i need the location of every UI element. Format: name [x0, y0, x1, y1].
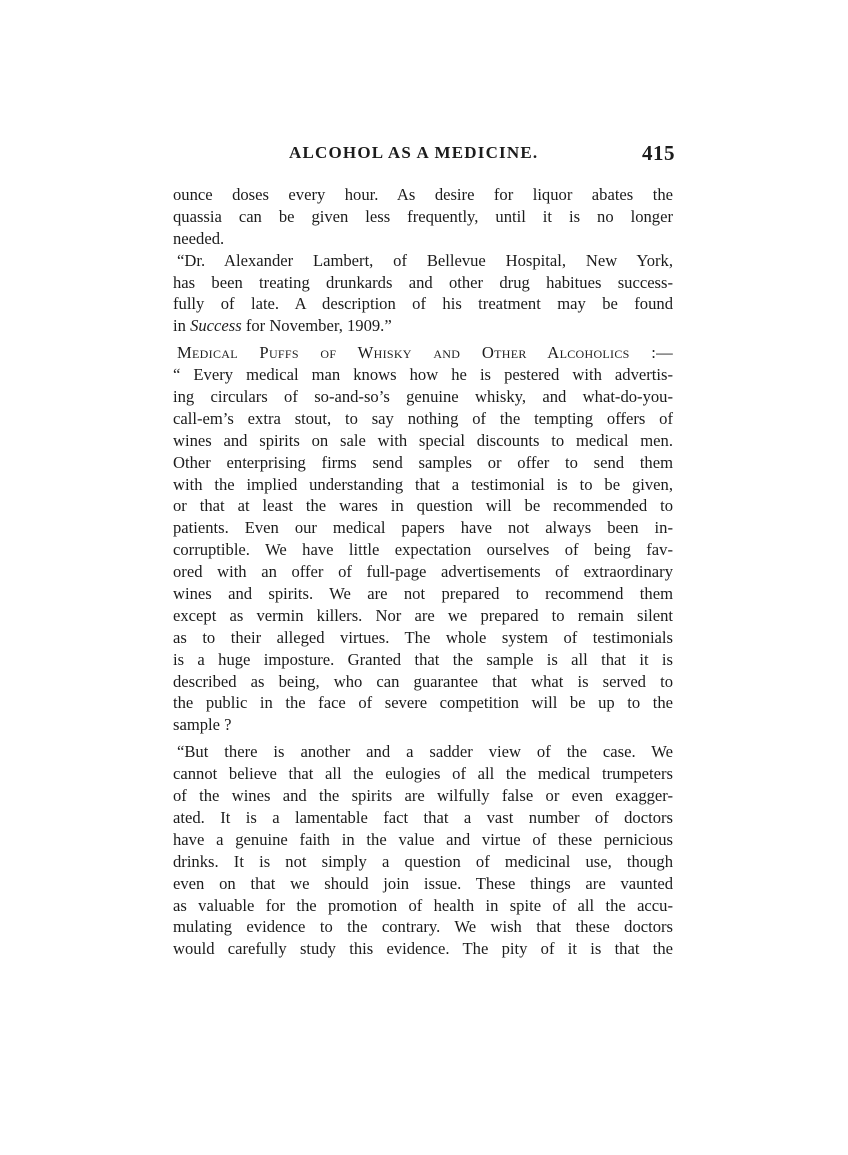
paragraph [173, 342, 673, 736]
text-line: of the wines and the spirits are wilfully false or even exagger- [173, 786, 673, 806]
text-line: even on that we should join issue. These things are vaunted [173, 873, 673, 893]
section-heading: Medical Puffs of Whisky and Other Alcoholics :— [177, 343, 673, 363]
text-line: as to their alleged virtues. The whole system of testimonials [173, 627, 673, 647]
running-head [173, 143, 675, 167]
text-line: corruptible. We have little expectation ourselves of being fav- [173, 540, 673, 560]
text-line: quassia can be given less frequently, until it is no longer [173, 206, 673, 226]
text-line: wines and spirits. We are not prepared to recommend them [173, 584, 673, 604]
text-line: “Dr. Alexander Lambert, of Bellevue Hospital, New York, [177, 250, 673, 270]
paragraph [173, 250, 673, 338]
text-line: have a genuine faith in the value and virtue of these pernicious [173, 829, 673, 849]
text-line: patients. Even our medical papers have not always been in- [173, 518, 673, 538]
page-number: 415 [642, 141, 675, 165]
text-line [173, 315, 673, 337]
text-line: as valuable for the promotion of health in spite of all the accu- [173, 895, 673, 915]
text-segment: for November, 1909.” [241, 316, 392, 336]
text-line: ing circulars of so-and-so’s genuine whisky, and what-do-you- [173, 387, 673, 407]
text-line: would carefully study this evidence. The pity of it is that the [173, 939, 673, 959]
text-line: “But there is another and a sadder view of the case. We [177, 742, 673, 762]
text-line: has been treating drunkards and other drug habitues success- [173, 272, 673, 292]
text-line: or that at least the wares in question will be recommended to [173, 496, 673, 516]
text-segment: in [173, 316, 191, 336]
paragraph [173, 184, 673, 250]
text-line: Other enterprising firms send samples or offer to send them [173, 452, 673, 472]
text-line: needed. [173, 228, 225, 248]
text-line [173, 342, 673, 364]
text-line: with the implied understanding that a testimonial is to be given, [173, 474, 673, 494]
text-line: “ Every medical man knows how he is pestered with advertis- [173, 365, 673, 385]
text-line: cannot believe that all the eulogies of all the medical trumpeters [173, 764, 673, 784]
text-line: is a huge imposture. Granted that the sample is all that it is [173, 649, 673, 669]
text-line: sample ? [173, 715, 232, 735]
text-line: drinks. It is not simply a question of medicinal use, though [173, 851, 673, 871]
paragraph [173, 741, 673, 960]
text-line: except as vermin killers. Nor are we prepared to remain silent [173, 605, 673, 625]
text-line: ored with an offer of full-page advertisements of extraordinary [173, 562, 673, 582]
italic-title: Success [190, 316, 242, 336]
text-line: the public in the face of severe competition will be up to the [173, 693, 673, 713]
text-line: fully of late. A description of his treatment may be found [173, 294, 673, 314]
text-line: ated. It is a lamentable fact that a vast number of doctors [173, 807, 673, 827]
running-head-title: ALCOHOL AS A MEDICINE. [289, 143, 539, 162]
text-line: wines and spirits on sale with special discounts to medical men. [173, 430, 673, 450]
text-line: mulating evidence to the contrary. We wish that these doctors [173, 917, 673, 937]
text-line: call-em’s extra stout, to say nothing of the tempting offers of [173, 408, 673, 428]
text-line: described as being, who can guarantee that what is served to [173, 671, 673, 691]
body-text [173, 184, 673, 960]
text-line: ounce doses every hour. As desire for liquor abates the [173, 185, 673, 204]
